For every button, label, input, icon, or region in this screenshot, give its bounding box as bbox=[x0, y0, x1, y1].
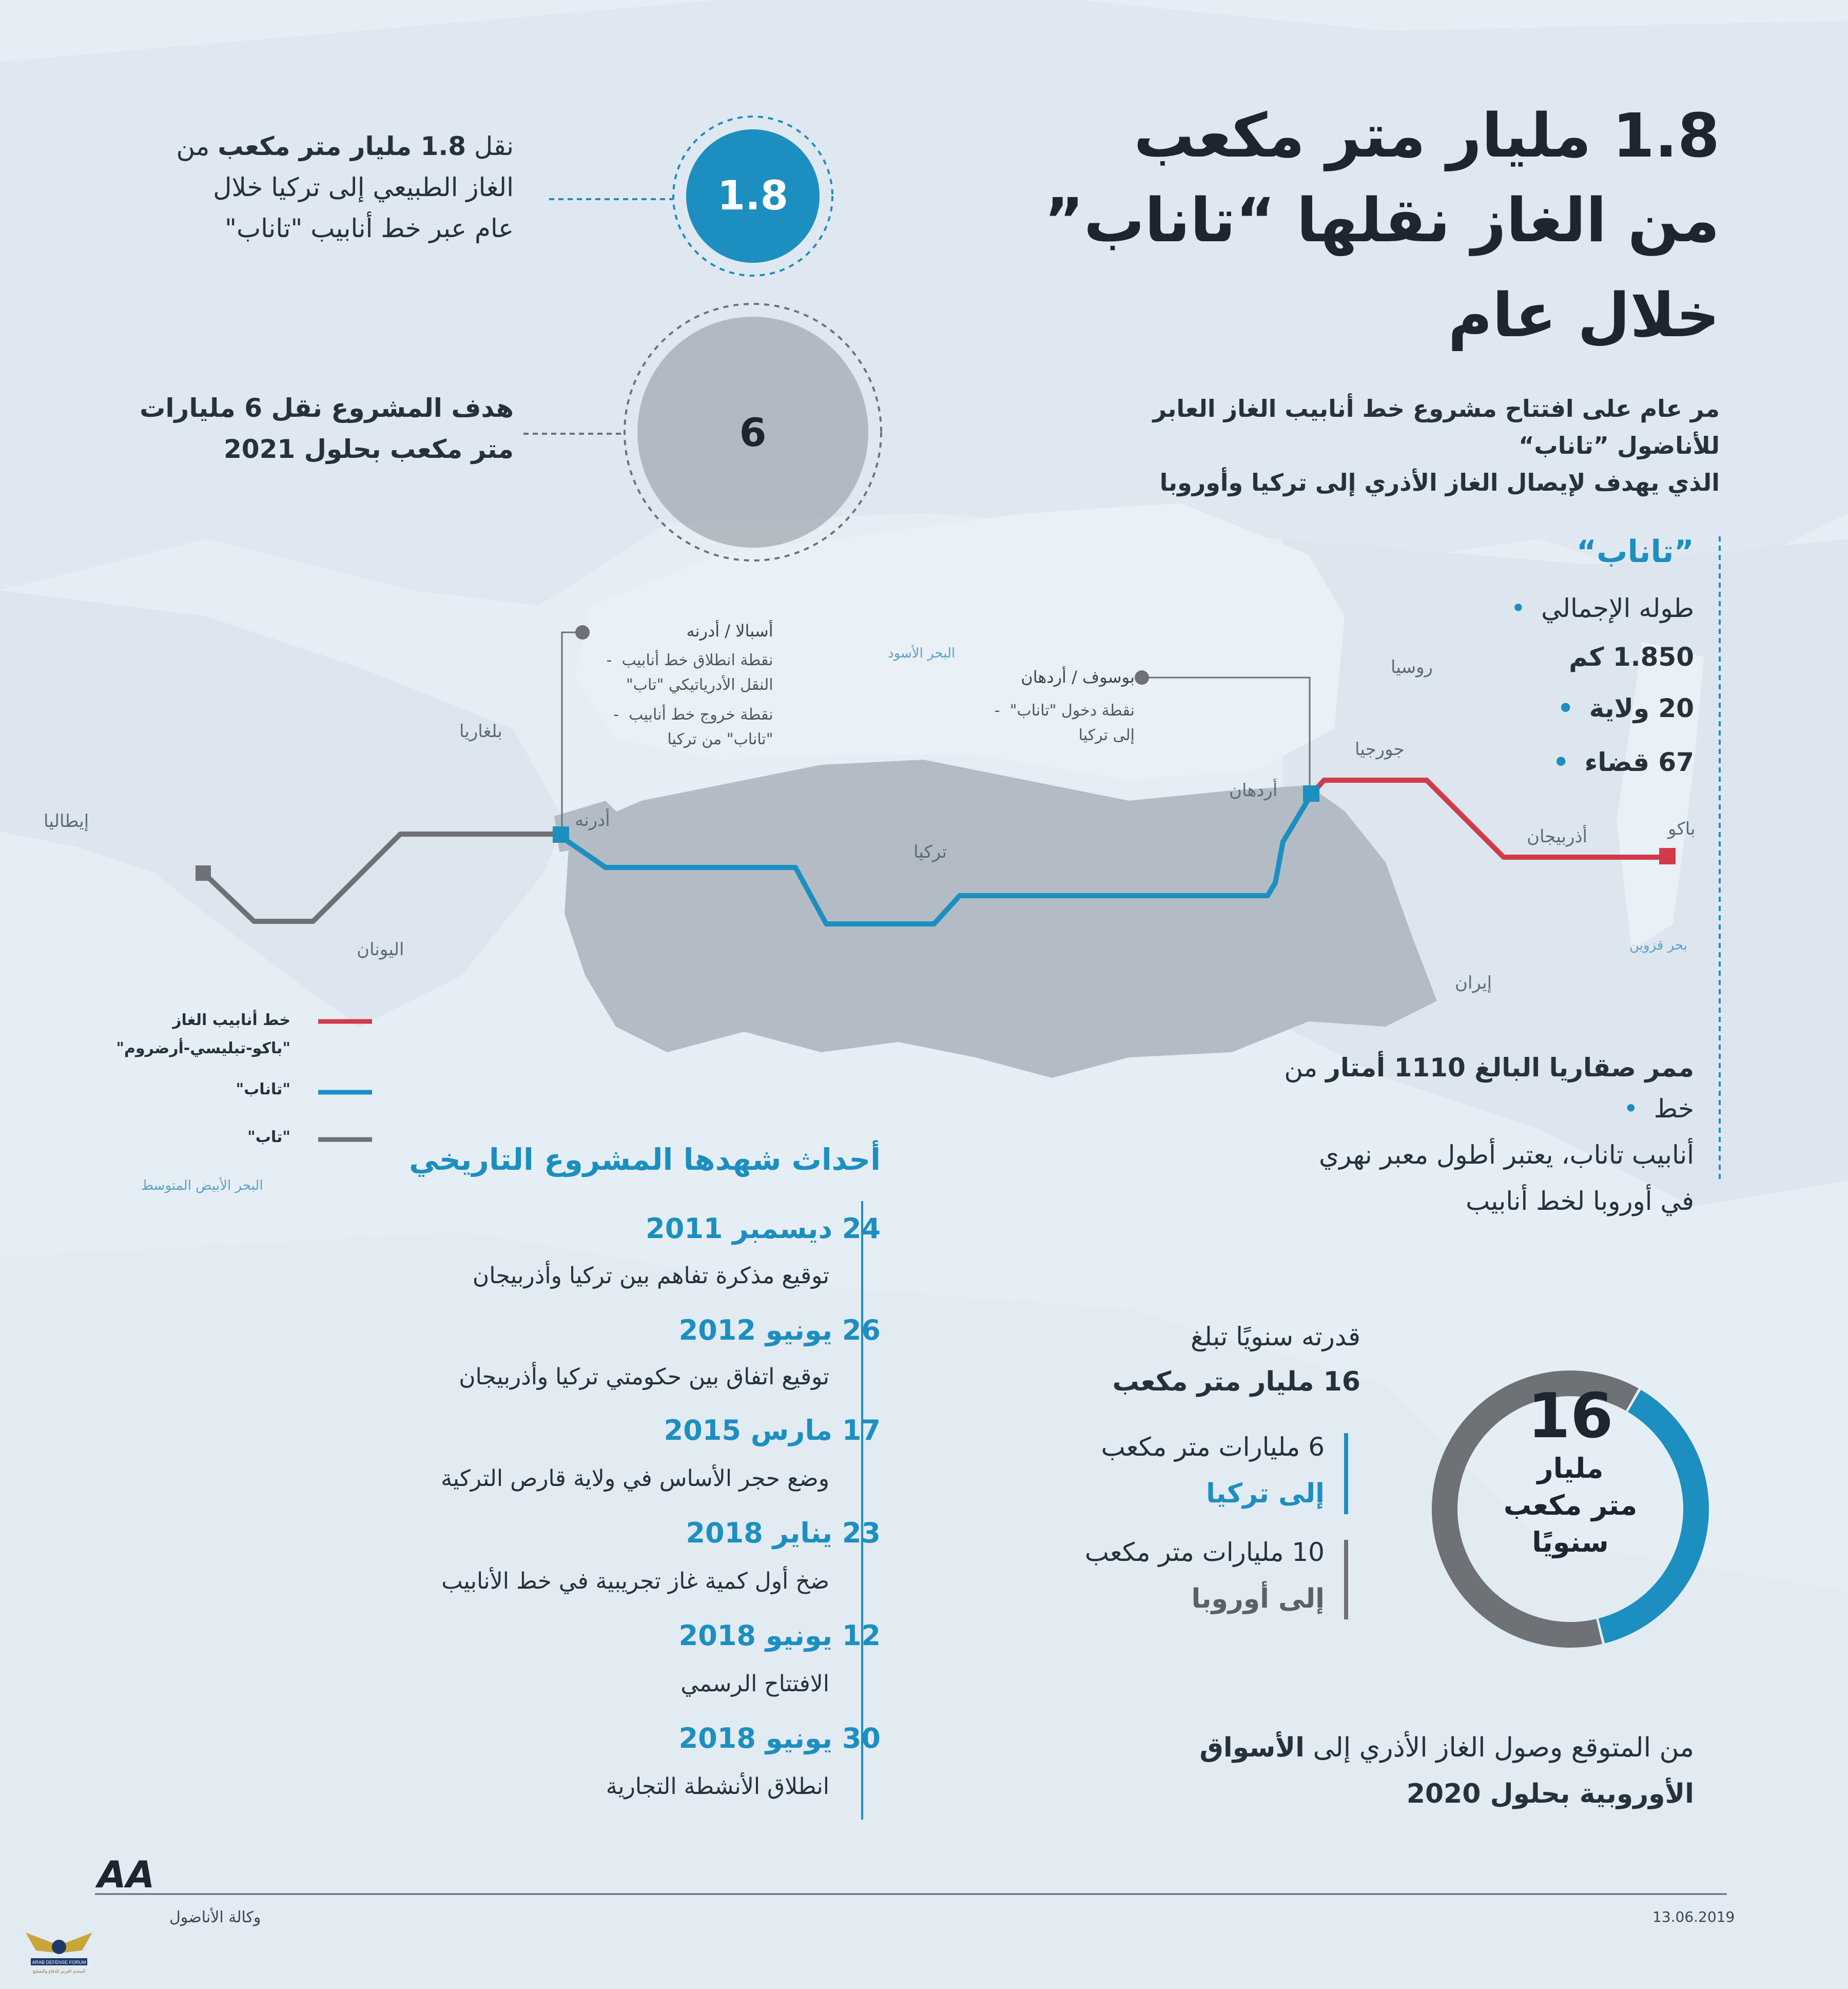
annotation-edirne-item1-text1: نقطة انطلاق خط أنابيب bbox=[621, 651, 773, 669]
watermark-text-2: المنتدى العربي للدفاع والتسليح bbox=[32, 1969, 86, 1974]
donut-line-2: متر مكعب bbox=[1503, 1489, 1638, 1521]
annotation-edirne bbox=[595, 619, 773, 752]
donut-line-3: سنويًا bbox=[1532, 1526, 1609, 1558]
annotation-ardahan-head: بوسوف / أردهان bbox=[1021, 667, 1135, 687]
legend-btc-line2: "باكو-تبليسي-أرضروم" bbox=[116, 1039, 290, 1057]
stat-transported-suffix: من bbox=[176, 131, 218, 161]
tanap-sakarya-line-1 bbox=[1232, 1047, 1694, 1129]
expectation-prefix: من المتوقع وصول الغاز الأذري إلى bbox=[1304, 1732, 1694, 1763]
timeline-desc-4: ضخ أول كمية غاز تجريبية في خط الأنابيب bbox=[441, 1568, 829, 1594]
tanap-sakarya-suffix: من خط bbox=[1284, 1053, 1694, 1124]
annotation-edirne-item2-text1: نقطة خروج خط أنابيب bbox=[629, 706, 773, 724]
watermark-emblem bbox=[21, 1922, 98, 1979]
subtitle-line-1: مر عام على افتتاح مشروع خط أنابيب الغاز العابر للأناضول ”تاناب“ bbox=[1153, 395, 1720, 459]
stat-transported-bold: 1.8 مليار متر مكعب bbox=[218, 131, 466, 161]
tanap-info-header: ”تاناب“ bbox=[1576, 534, 1694, 570]
label-italy: إيطاليا bbox=[44, 811, 89, 832]
label-turkey: تركيا bbox=[913, 842, 947, 862]
title-line-2: من الغاز نقلها “تاناب” bbox=[1044, 185, 1720, 256]
label-azerbaijan: أذربيجان bbox=[1527, 826, 1588, 847]
tanap-length-label: طوله الإجمالي • bbox=[1511, 588, 1694, 629]
edirne-dot bbox=[575, 625, 590, 640]
watermark-logo bbox=[21, 1922, 98, 1979]
timeline-date-4: 23 يناير 2018 bbox=[686, 1517, 881, 1549]
annotation-ardahan-item1-line1: نقطة دخول "تاناب" - bbox=[994, 702, 1135, 720]
tanap-length-value: 1.850 كم bbox=[1569, 642, 1694, 672]
annotation-ardahan-item1-text1: نقطة دخول "تاناب" bbox=[1009, 702, 1135, 720]
timeline-date-2: 26 يونيو 2012 bbox=[678, 1314, 881, 1346]
title-line-3: خلال عام bbox=[1448, 280, 1720, 351]
endpoint-ardahan bbox=[1303, 785, 1319, 802]
legend-tanap: "تاناب" bbox=[236, 1080, 290, 1098]
endpoint-italy bbox=[196, 865, 211, 881]
endpoint-edirne bbox=[553, 826, 569, 843]
legend-btc-line1: خط أنابيب الغاز bbox=[172, 1011, 290, 1029]
label-iran: إيران bbox=[1455, 973, 1492, 993]
label-baku: باكو bbox=[1668, 819, 1696, 839]
tanap-sakarya-line-2: أنابيب تاناب، يعتبر أطول معبر نهري bbox=[1318, 1140, 1694, 1170]
annotation-edirne-head: أسبالا / أدرنه bbox=[686, 621, 773, 641]
timeline-date-5: 12 يونيو 2018 bbox=[678, 1619, 881, 1652]
timeline-heading: أحداث شهدها المشروع التاريخي bbox=[409, 1142, 881, 1177]
endpoint-baku bbox=[1659, 848, 1676, 864]
stat-target-line-1: هدف المشروع نقل 6 مليارات bbox=[140, 393, 514, 423]
donut-number: 16 bbox=[1527, 1381, 1613, 1452]
stat-transported-text bbox=[154, 126, 514, 249]
footer-date: 13.06.2019 bbox=[1652, 1908, 1735, 1925]
agency-logo: AA bbox=[98, 1853, 155, 1896]
subtitle-line-2: الذي يهدف لإيصال الغاز الأذري إلى تركيا وأوروبا bbox=[1159, 469, 1720, 496]
annotation-edirne-item2-line2: "تاناب" من تركيا bbox=[667, 730, 773, 748]
annotation-edirne-item2-line1: نقطة خروج خط أنابيب - bbox=[613, 706, 773, 724]
donut-center bbox=[1468, 1383, 1673, 1561]
timeline-desc-1: توقيع مذكرة تفاهم بين تركيا وأذربيجان bbox=[472, 1263, 829, 1289]
expectation-line-2: الأوروبية بحلول 2020 bbox=[1406, 1779, 1694, 1809]
label-bulgaria: بلغاريا bbox=[459, 721, 502, 742]
label-ardahan: أردهان bbox=[1229, 780, 1278, 801]
stat-transported-prefix: نقل bbox=[466, 131, 514, 161]
timeline-date-3: 17 مارس 2015 bbox=[664, 1414, 881, 1446]
annotation-edirne-item1-line1: نقطة انطلاق خط أنابيب - bbox=[606, 651, 773, 669]
stat-target-line-2: متر مكعب بحلول 2021 bbox=[223, 434, 514, 464]
label-mediterranean: البحر الأبيض المتوسط bbox=[141, 1178, 263, 1193]
stat-transported-line-1 bbox=[154, 126, 514, 167]
subtitle bbox=[1078, 390, 1720, 501]
title-line-1: 1.8 مليار متر مكعب bbox=[1134, 100, 1720, 171]
label-georgia: جورجيا bbox=[1355, 739, 1405, 760]
stat-transported-number: 1.8 bbox=[717, 173, 789, 219]
land-africa bbox=[0, 1232, 1848, 1989]
land-balkans bbox=[0, 590, 565, 1027]
label-russia: روسيا bbox=[1391, 657, 1433, 678]
tanap-sakarya-line-3: في أوروبا لخط أنابيب bbox=[1466, 1186, 1694, 1216]
timeline-desc-2: توقيع اتفاق بين حكومتي تركيا وأذربيجان bbox=[459, 1364, 829, 1390]
stat-transported-line-2: الغاز الطبيعي إلى تركيا خلال bbox=[213, 172, 514, 202]
label-edirne: أدرنه bbox=[575, 810, 610, 831]
annotation-ardahan-item1-line2: إلى تركيا bbox=[1078, 726, 1135, 744]
expectation bbox=[1199, 1725, 1694, 1817]
capacity-intro: قدرته سنويًا تبلغ bbox=[1191, 1322, 1360, 1351]
timeline-desc-3: وضع حجر الأساس في ولاية قارص التركية bbox=[441, 1465, 829, 1492]
expectation-bold-1: الأسواق bbox=[1199, 1732, 1305, 1763]
agency-name: وكالة الأناضول bbox=[169, 1908, 261, 1926]
label-black-sea: البحر الأسود bbox=[888, 646, 956, 661]
stat-target-number: 6 bbox=[739, 409, 767, 455]
tanap-sakarya-text bbox=[1232, 1047, 1694, 1222]
stat-transported-line-3: عام عبر خط أنابيب "تاناب" bbox=[225, 214, 514, 243]
capacity-europe-amount: 10 مليارات متر مكعب bbox=[1084, 1537, 1325, 1567]
annotation-ardahan bbox=[995, 665, 1135, 748]
legend-tap: "تاب" bbox=[247, 1128, 290, 1146]
stat-target-text bbox=[103, 388, 514, 470]
label-caspian: بحر قزوين bbox=[1629, 938, 1687, 953]
expectation-line-1 bbox=[1199, 1725, 1694, 1771]
watermark-text-1: ARAB DEFENSE FORUM bbox=[32, 1960, 86, 1965]
timeline-date-1: 24 ديسمبر 2011 bbox=[646, 1212, 881, 1245]
capacity-total: 16 مليار متر مكعب bbox=[1112, 1366, 1360, 1397]
ardahan-dot bbox=[1135, 670, 1149, 685]
timeline-desc-6: انطلاق الأنشطة التجارية bbox=[606, 1773, 829, 1800]
timeline-date-6: 30 يونيو 2018 bbox=[678, 1722, 881, 1754]
capacity-europe-dest: إلى أوروبا bbox=[1191, 1584, 1325, 1614]
timeline-desc-5: الافتتاح الرسمي bbox=[680, 1671, 829, 1697]
tanap-sakarya-bold: ممر صقاريا البالغ 1110 أمتار bbox=[1326, 1053, 1694, 1083]
capacity-turkey-amount: 6 مليارات متر مكعب bbox=[1101, 1432, 1325, 1462]
tanap-provinces: 20 ولاية • bbox=[1558, 688, 1694, 729]
annotation-edirne-item1-line2: النقل الأدرياتيكي "تاب" bbox=[626, 676, 773, 694]
label-greece: اليونان bbox=[357, 939, 404, 960]
tanap-districts: 67 قضاء • bbox=[1553, 742, 1694, 783]
donut-line-1: مليار bbox=[1537, 1452, 1604, 1484]
capacity-turkey-dest: إلى تركيا bbox=[1206, 1478, 1325, 1509]
